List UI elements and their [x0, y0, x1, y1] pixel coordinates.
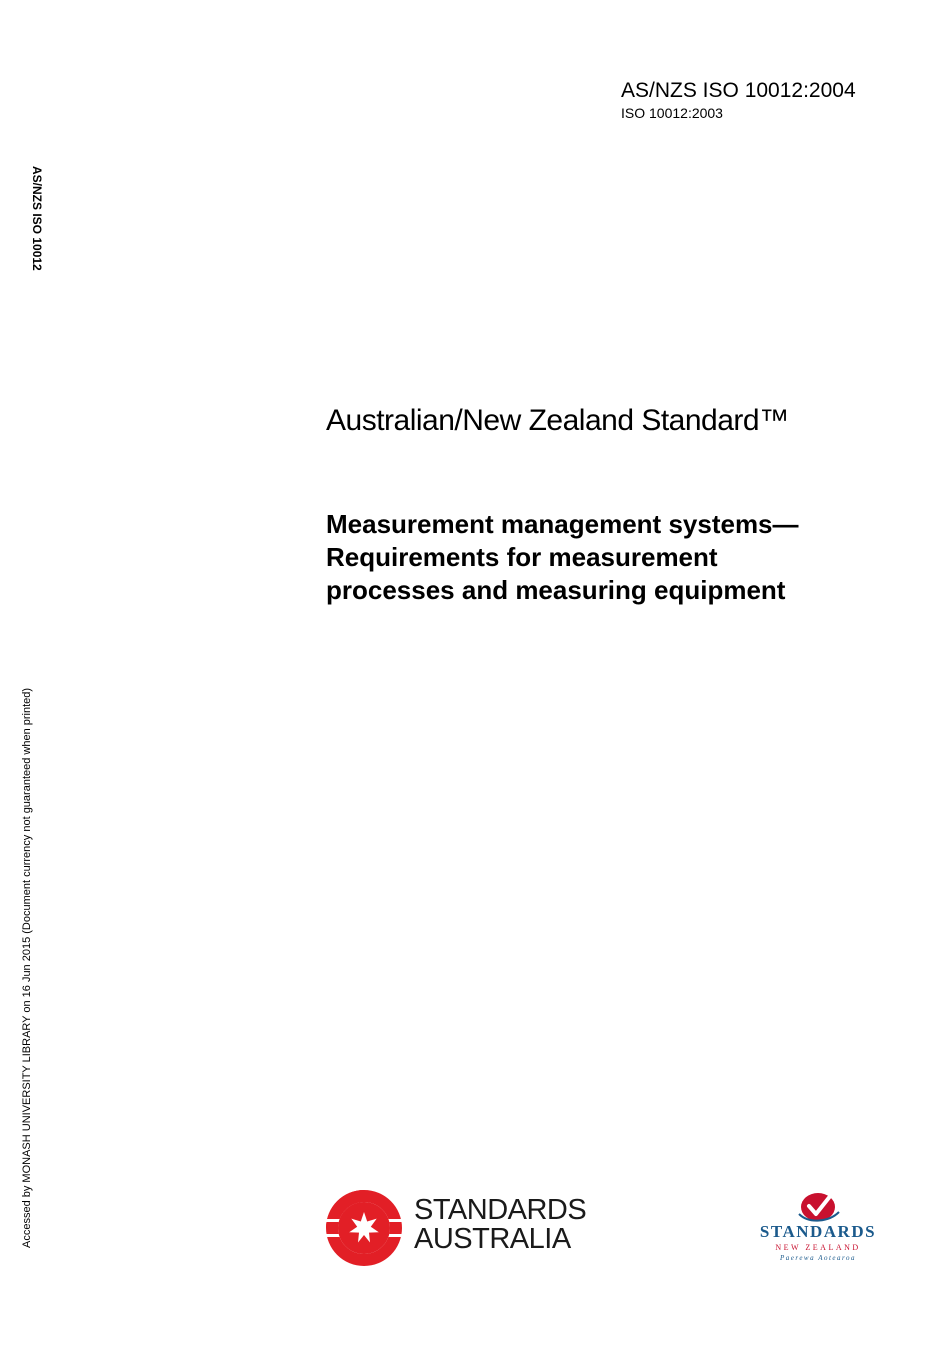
document-title-line-2: Requirements for measurement	[326, 542, 718, 572]
standards-australia-wordmark	[414, 1196, 586, 1254]
standards-new-zealand-logo	[748, 1186, 888, 1266]
snz-country: NEW ZEALAND	[775, 1243, 861, 1252]
series-title: Australian/New Zealand Standard™	[326, 404, 789, 437]
document-title	[326, 508, 886, 607]
sa-wordmark-line-1: STANDARDS	[414, 1194, 587, 1226]
standards-nz-tick-icon	[795, 1186, 841, 1224]
standards-australia-logo	[324, 1186, 604, 1266]
access-watermark: Accessed by MONASH UNIVERSITY LIBRARY on 16 Jun 2015 (Document currency not guaranteed when printed)	[21, 687, 33, 1248]
snz-name: STANDARDS	[759, 1222, 877, 1241]
document-title-line-1: Measurement management systems—	[326, 509, 799, 539]
document-title-line-3: processes and measuring equipment	[326, 575, 786, 605]
iso-number: ISO 10012:2003	[621, 105, 723, 121]
sa-wordmark-line-2: AUSTRALIA	[414, 1223, 571, 1255]
snz-maori-name: Paerewa Aotearoa	[779, 1254, 857, 1262]
standards-australia-emblem-icon	[324, 1188, 404, 1268]
standard-number: AS/NZS ISO 10012:2004	[621, 79, 856, 102]
spine-designation: AS/NZS ISO 10012	[30, 166, 44, 271]
